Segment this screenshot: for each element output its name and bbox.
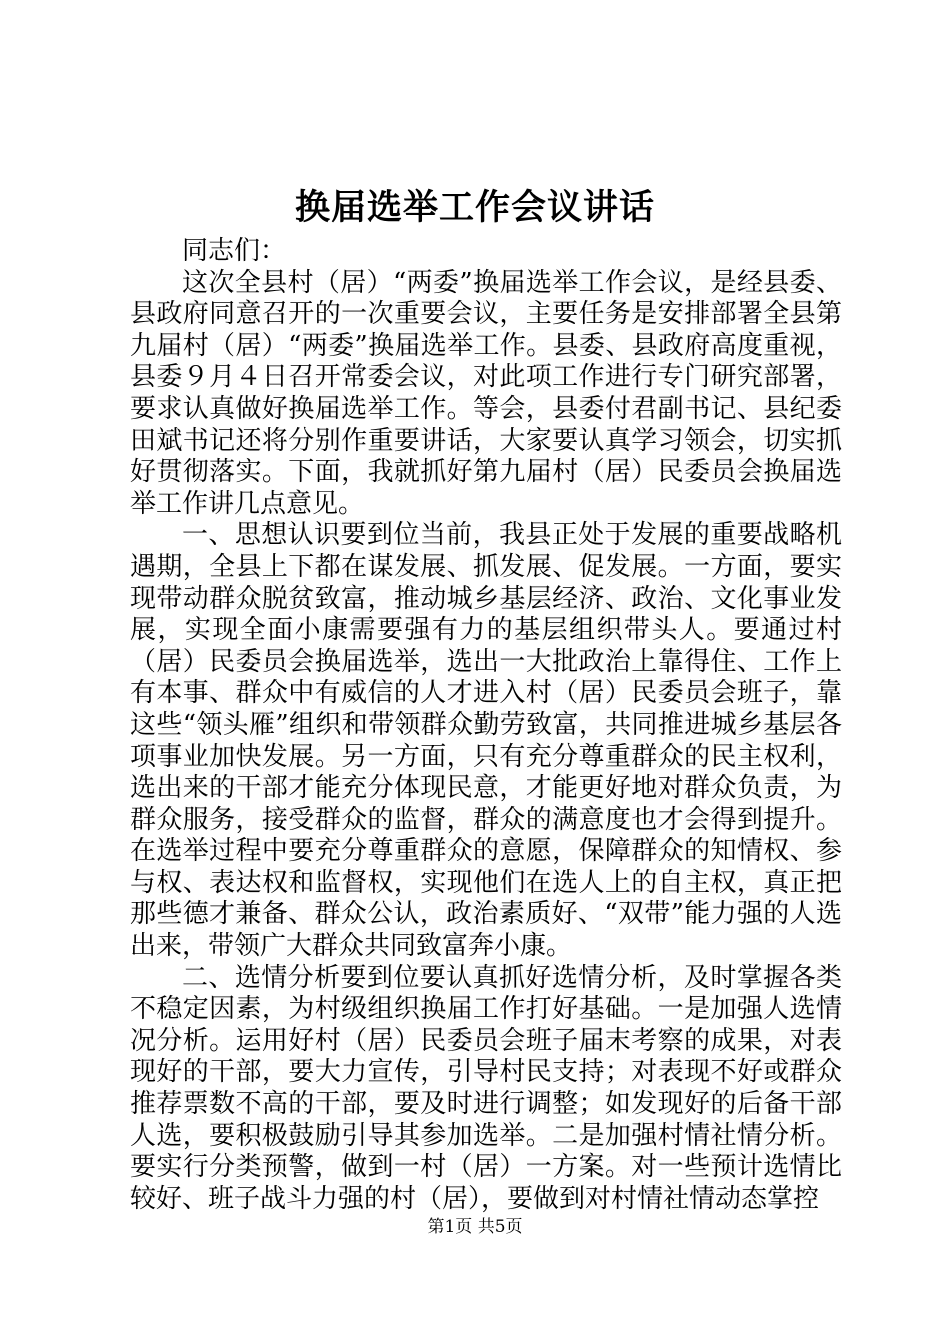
section-two-paragraph: 二、选情分析要到位要认真抓好选情分析，及时掌握各类不稳定因素，为村级组织换届工作打好基础。一是加强人选情况分析。运用好村（居）民委员会班子届末考察的成果，对表现好的干部，要大力宣传，引导村民支持；对表现不好或群众推荐票数不高的干部，要及时进行调整；如发现好的后备干部人选，要积极鼓励引导其参加选举。二是加强村情社情分析。要实行分类预警，做到一村（居）一方案。对一些预计选情比较好、班子战斗力强的村（居），要做到对村情社情动态掌控 <box>130 962 842 1214</box>
document-body <box>130 236 842 1215</box>
salutation-paragraph: 同志们： <box>182 236 287 266</box>
section-one-paragraph: 一、思想认识要到位当前，我县正处于发展的重要战略机遇期，全县上下都在谋发展、抓发展、促发展。一方面，要实现带动群众脱贫致富，推动城乡基层经济、政治、文化事业发展，实现全面小康需要强有力的基层组织带头人。要通过村（居）民委员会换届选举，选出一大批政治上靠得住、工作上有本事、群众中有威信的人才进入村（居）民委员会班子，靠这些“领头雁”组织和带领群众勤劳致富，共同推进城乡基层各项事业加快发展。另一方面，只有充分尊重群众的民主权利，选出来的干部才能充分体现民意，才能更好地对群众负责，为群众服务，接受群众的监督，群众的满意度也才会得到提升。在选举过程中要充分尊重群众的意愿，保障群众的知情权、参与权、表达权和监督权，实现他们在选人上的自主权，真正把那些德才兼备、群众公认，政治素质好、“双带”能力强的人选出来，带领广大群众共同致富奔小康。 <box>130 520 842 962</box>
document-title: 换届选举工作会议讲话 <box>294 187 655 228</box>
intro-paragraph: 这次全县村（居）“两委”换届选举工作会议，是经县委、县政府同意召开的一次重要会议，主要任务是安排部署全县第九届村（居）“两委”换届选举工作。县委、县政府高度重视，县委９月４日召开常委会议，对此项工作进行专门研究部署，要求认真做好换届选举工作。等会，县委付君副书记、县纪委田斌书记还将分别作重要讲话，大家要认真学习领会，切实抓好贯彻落实。下面，我就抓好第九届村（居）民委员会换届选举工作讲几点意见。 <box>130 267 842 519</box>
page-footer: 第1页 共5页 <box>427 1217 523 1237</box>
